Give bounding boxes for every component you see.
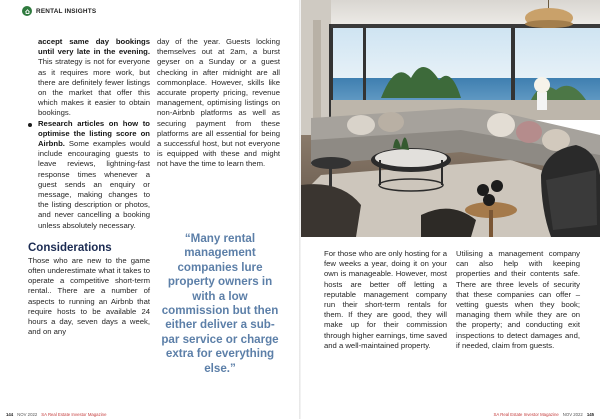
page-number: 144 (6, 412, 14, 417)
article-column-4 (456, 249, 580, 351)
magazine-logo-icon (22, 6, 32, 16)
article-column-1 (28, 37, 150, 337)
bullet-icon (28, 123, 32, 127)
page-number: 145 (586, 412, 594, 417)
tip-bold-text: accept same day bookings until very late in the evening. (38, 37, 150, 57)
issue-date: NOV 2022 (17, 412, 38, 417)
tips-list (28, 37, 150, 231)
article-column-3 (324, 249, 447, 351)
section-header (22, 5, 96, 17)
body-paragraph: Utilising a management company can also help with keeping properties and their contents safe. There are three levels of security that these companies can offer – vetting guests when they book; managing them while they are on the property; and conducting exit inspections to detect damages and, if needed, claim from guests. (456, 249, 580, 350)
section-label: RENTAL INSIGHTS (36, 7, 97, 15)
issue-date: NOV 2022 (562, 412, 583, 417)
tip-text: This strategy is not for everyone as it requires more work, but there are definitely fewer listings on the market that offer this which makes it easier to obtain bookings. (38, 57, 150, 118)
body-paragraph: day of the year. Guests locking themselves out at 2am, a burst geyser on a Sunday or a guest checking in after midnight are all commonplace. However, skills like accurate property pricing, revenue management, optimising listings on non-Airbnb platforms as well as securing payment from these platforms are all essential for being a successful host, but not everyone is equipped with these and might not have the time to learn them. (157, 37, 280, 169)
living-room-photo (301, 0, 600, 237)
footer-right (494, 412, 594, 417)
article-column-2 (157, 37, 280, 170)
considerations-heading: Considerations (28, 241, 112, 254)
list-item (28, 119, 150, 231)
footer-left (6, 412, 106, 417)
list-item (28, 37, 150, 119)
pull-quote: “Many rental management companies lure property owners in with a low commission but then either deliver a sub-par service or charge extra for everything else.” (161, 232, 279, 375)
tip-bold-text: Research articles on how to optimise the listing score on Airbnb. (38, 118, 150, 149)
magazine-name: SA Real Estate Investor Magazine (493, 412, 559, 417)
body-paragraph: For those who are only hosting for a few weeks a year, doing it on your own is manageable. However, most hosts are better off letting a reputable management company run their short-term rentals for them. If they are good, they will make up for their commission through higher earnings, time saved and a well-maintained property. (324, 249, 447, 350)
magazine-name: SA Real Estate Investor Magazine (41, 412, 107, 417)
considerations-paragraph: Those who are new to the game often underestimate what it takes to operate a competitive short-term rental.. There are a number of aspects to running an Airbnb that require hosts to be available 24 hours a day, seven days a week, and on any (28, 255, 150, 337)
tip-text: Some examples would include encouraging guests to leave reviews, lightning-fast response times whenever a guest sends an enquiry or message, making changes to the listing description or photos, and never cancelling a booking unless absolutely necessary. (38, 139, 150, 230)
